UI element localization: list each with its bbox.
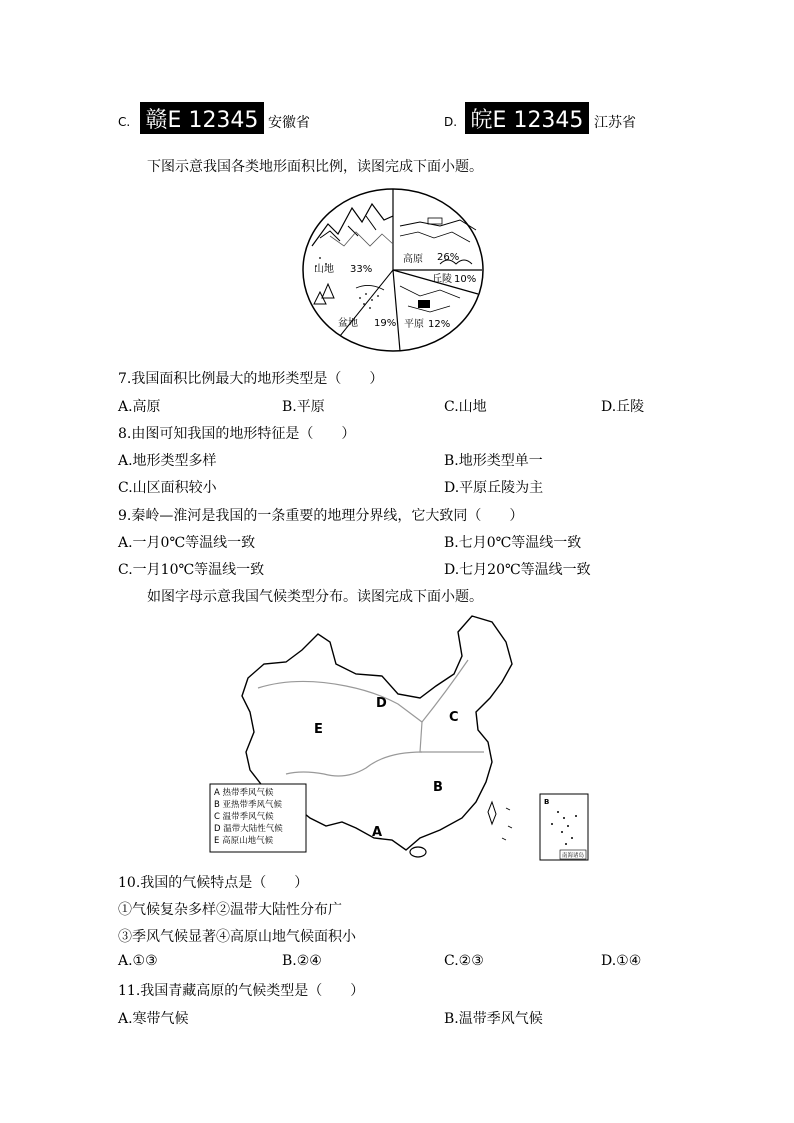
q9-option-b: B.七月0℃等温线一致 [444, 535, 582, 551]
q8-stem: 8.由图可知我国的地形特征是（ ） [118, 426, 356, 442]
plateau-pct: 26% [437, 252, 460, 263]
q7-option-a: A.高原 [118, 399, 161, 415]
region-e-label: E [314, 722, 323, 737]
q8-option-b: B.地形类型单一 [444, 453, 543, 469]
plains-pct: 12% [428, 319, 451, 330]
region-b-label: B [433, 780, 443, 795]
q7-stem: 7.我国面积比例最大的地形类型是（ ） [118, 371, 384, 387]
q7-option-d: D.丘陵 [601, 399, 645, 415]
q11-stem: 11.我国青藏高原的气候类型是（ ） [118, 983, 365, 999]
q8-option-d: D.平原丘陵为主 [444, 480, 544, 496]
q10-statement-1: ①气候复杂多样②温带大陆性分布广 [118, 902, 342, 918]
q10-option-c: C.②③ [444, 953, 484, 969]
option-c-province: 安徽省 [268, 115, 310, 131]
q8-option-c: C.山区面积较小 [118, 480, 217, 496]
plains-label: 平原 [404, 319, 424, 330]
q9-option-d: D.七月20℃等温线一致 [444, 562, 591, 578]
q9-option-c: C.一月10℃等温线一致 [118, 562, 265, 578]
q10-option-a: A.①③ [118, 953, 158, 969]
hills-pct: 10% [454, 274, 477, 285]
legend-item-c: C 温带季风气候 [214, 812, 274, 822]
legend-item-b: B 亚热带季风气候 [214, 800, 283, 810]
mountains-label: 山地 [314, 264, 334, 275]
climate-intro: 如图字母示意我国气候类型分布。读图完成下面小题。 [147, 589, 483, 605]
inset-letter: B [544, 798, 550, 806]
option-d-letter: D. [444, 115, 458, 129]
q9-option-a: A.一月0℃等温线一致 [118, 535, 256, 551]
legend-item-a: A 热带季风气候 [214, 788, 274, 798]
region-d-label: D [376, 696, 387, 711]
china-climate-map [206, 612, 596, 864]
hainan-island [410, 847, 426, 857]
taiwan-island [488, 802, 496, 824]
terrain-intro: 下图示意我国各类地形面积比例，读图完成下面小题。 [147, 159, 483, 175]
q10-stem: 10.我国的气候特点是（ ） [118, 875, 309, 891]
q10-statement-2: ③季风气候显著④高原山地气候面积小 [118, 929, 356, 945]
option-c-letter: C. [118, 115, 131, 129]
legend-item-e: E 高原山地气候 [214, 836, 274, 846]
terrain-pie-chart [300, 186, 488, 354]
basins-label: 盆地 [338, 318, 358, 329]
q7-option-c: C.山地 [444, 399, 487, 415]
q10-option-d: D.①④ [601, 953, 642, 969]
q7-option-b: B.平原 [282, 399, 325, 415]
license-plate-c: 赣E 12345 [140, 102, 264, 134]
license-plate-d: 皖E 12345 [465, 102, 589, 134]
basins-pct: 19% [374, 318, 397, 329]
option-d-province: 江苏省 [594, 115, 636, 131]
q10-option-b: B.②④ [282, 953, 322, 969]
legend-item-d: D 温带大陆性气候 [214, 824, 283, 834]
q8-option-a: A.地形类型多样 [118, 453, 217, 469]
q11-option-b: B.温带季风气候 [444, 1011, 543, 1027]
plateau-label: 高原 [403, 254, 423, 265]
hills-label: 丘陵 [432, 274, 452, 285]
mountains-pct: 33% [350, 264, 373, 275]
region-a-label: A [372, 825, 383, 840]
inset-label: 南海诸岛 [562, 853, 585, 859]
q9-stem: 9.秦岭—淮河是我国的一条重要的地理分界线，它大致同（ ） [118, 508, 524, 524]
q11-option-a: A.寒带气候 [118, 1011, 189, 1027]
region-c-label: C [449, 710, 459, 725]
